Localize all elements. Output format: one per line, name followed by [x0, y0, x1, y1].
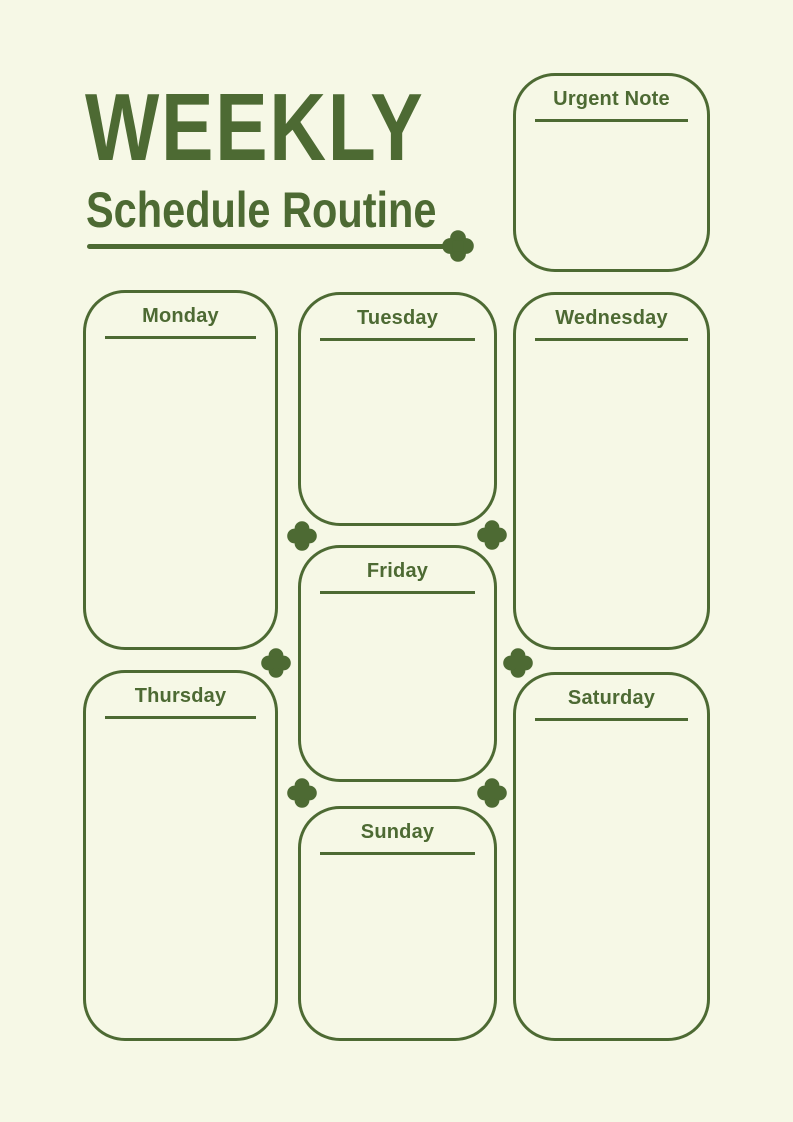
day-underline-saturday [535, 718, 688, 721]
title-divider-line [87, 244, 450, 249]
day-underline-thursday [105, 716, 256, 719]
day-writing-area-saturday [516, 727, 707, 1038]
day-writing-area-monday [86, 345, 275, 647]
page-subtitle: Schedule Routine [86, 182, 437, 238]
day-writing-area-tuesday [301, 347, 494, 523]
day-box-monday [83, 290, 278, 650]
day-writing-area-friday [301, 600, 494, 779]
clover-icon [477, 778, 507, 808]
day-underline-tuesday [320, 338, 474, 341]
day-box-sunday [298, 806, 497, 1041]
day-box-wednesday [513, 292, 710, 650]
clover-icon [261, 648, 291, 678]
day-label-saturday: Saturday [567, 687, 656, 709]
urgent-note-box [513, 73, 710, 272]
clover-icon [287, 778, 317, 808]
day-underline-monday [105, 336, 256, 339]
day-box-tuesday [298, 292, 497, 526]
clover-icon [442, 230, 474, 262]
clover-icon [477, 520, 507, 550]
day-underline-sunday [320, 852, 474, 855]
day-label-wednesday: Wednesday [555, 307, 668, 329]
urgent-note-underline [535, 119, 688, 122]
day-label-friday: Friday [366, 560, 429, 582]
page-title: WEEKLY [85, 74, 425, 181]
day-label-sunday: Sunday [360, 821, 435, 843]
day-underline-friday [320, 591, 474, 594]
day-writing-area-thursday [86, 725, 275, 1038]
day-writing-area-wednesday [516, 347, 707, 647]
urgent-note-writing-area [516, 128, 707, 269]
day-label-monday: Monday [142, 305, 219, 327]
day-label-tuesday: Tuesday [356, 307, 439, 329]
day-underline-wednesday [535, 338, 688, 341]
day-writing-area-sunday [301, 861, 494, 1038]
clover-icon [287, 521, 317, 551]
day-label-thursday: Thursday [134, 685, 227, 707]
day-box-thursday [83, 670, 278, 1041]
urgent-note-label: Urgent Note [553, 88, 670, 110]
day-box-friday [298, 545, 497, 782]
clover-icon [503, 648, 533, 678]
day-box-saturday [513, 672, 710, 1041]
